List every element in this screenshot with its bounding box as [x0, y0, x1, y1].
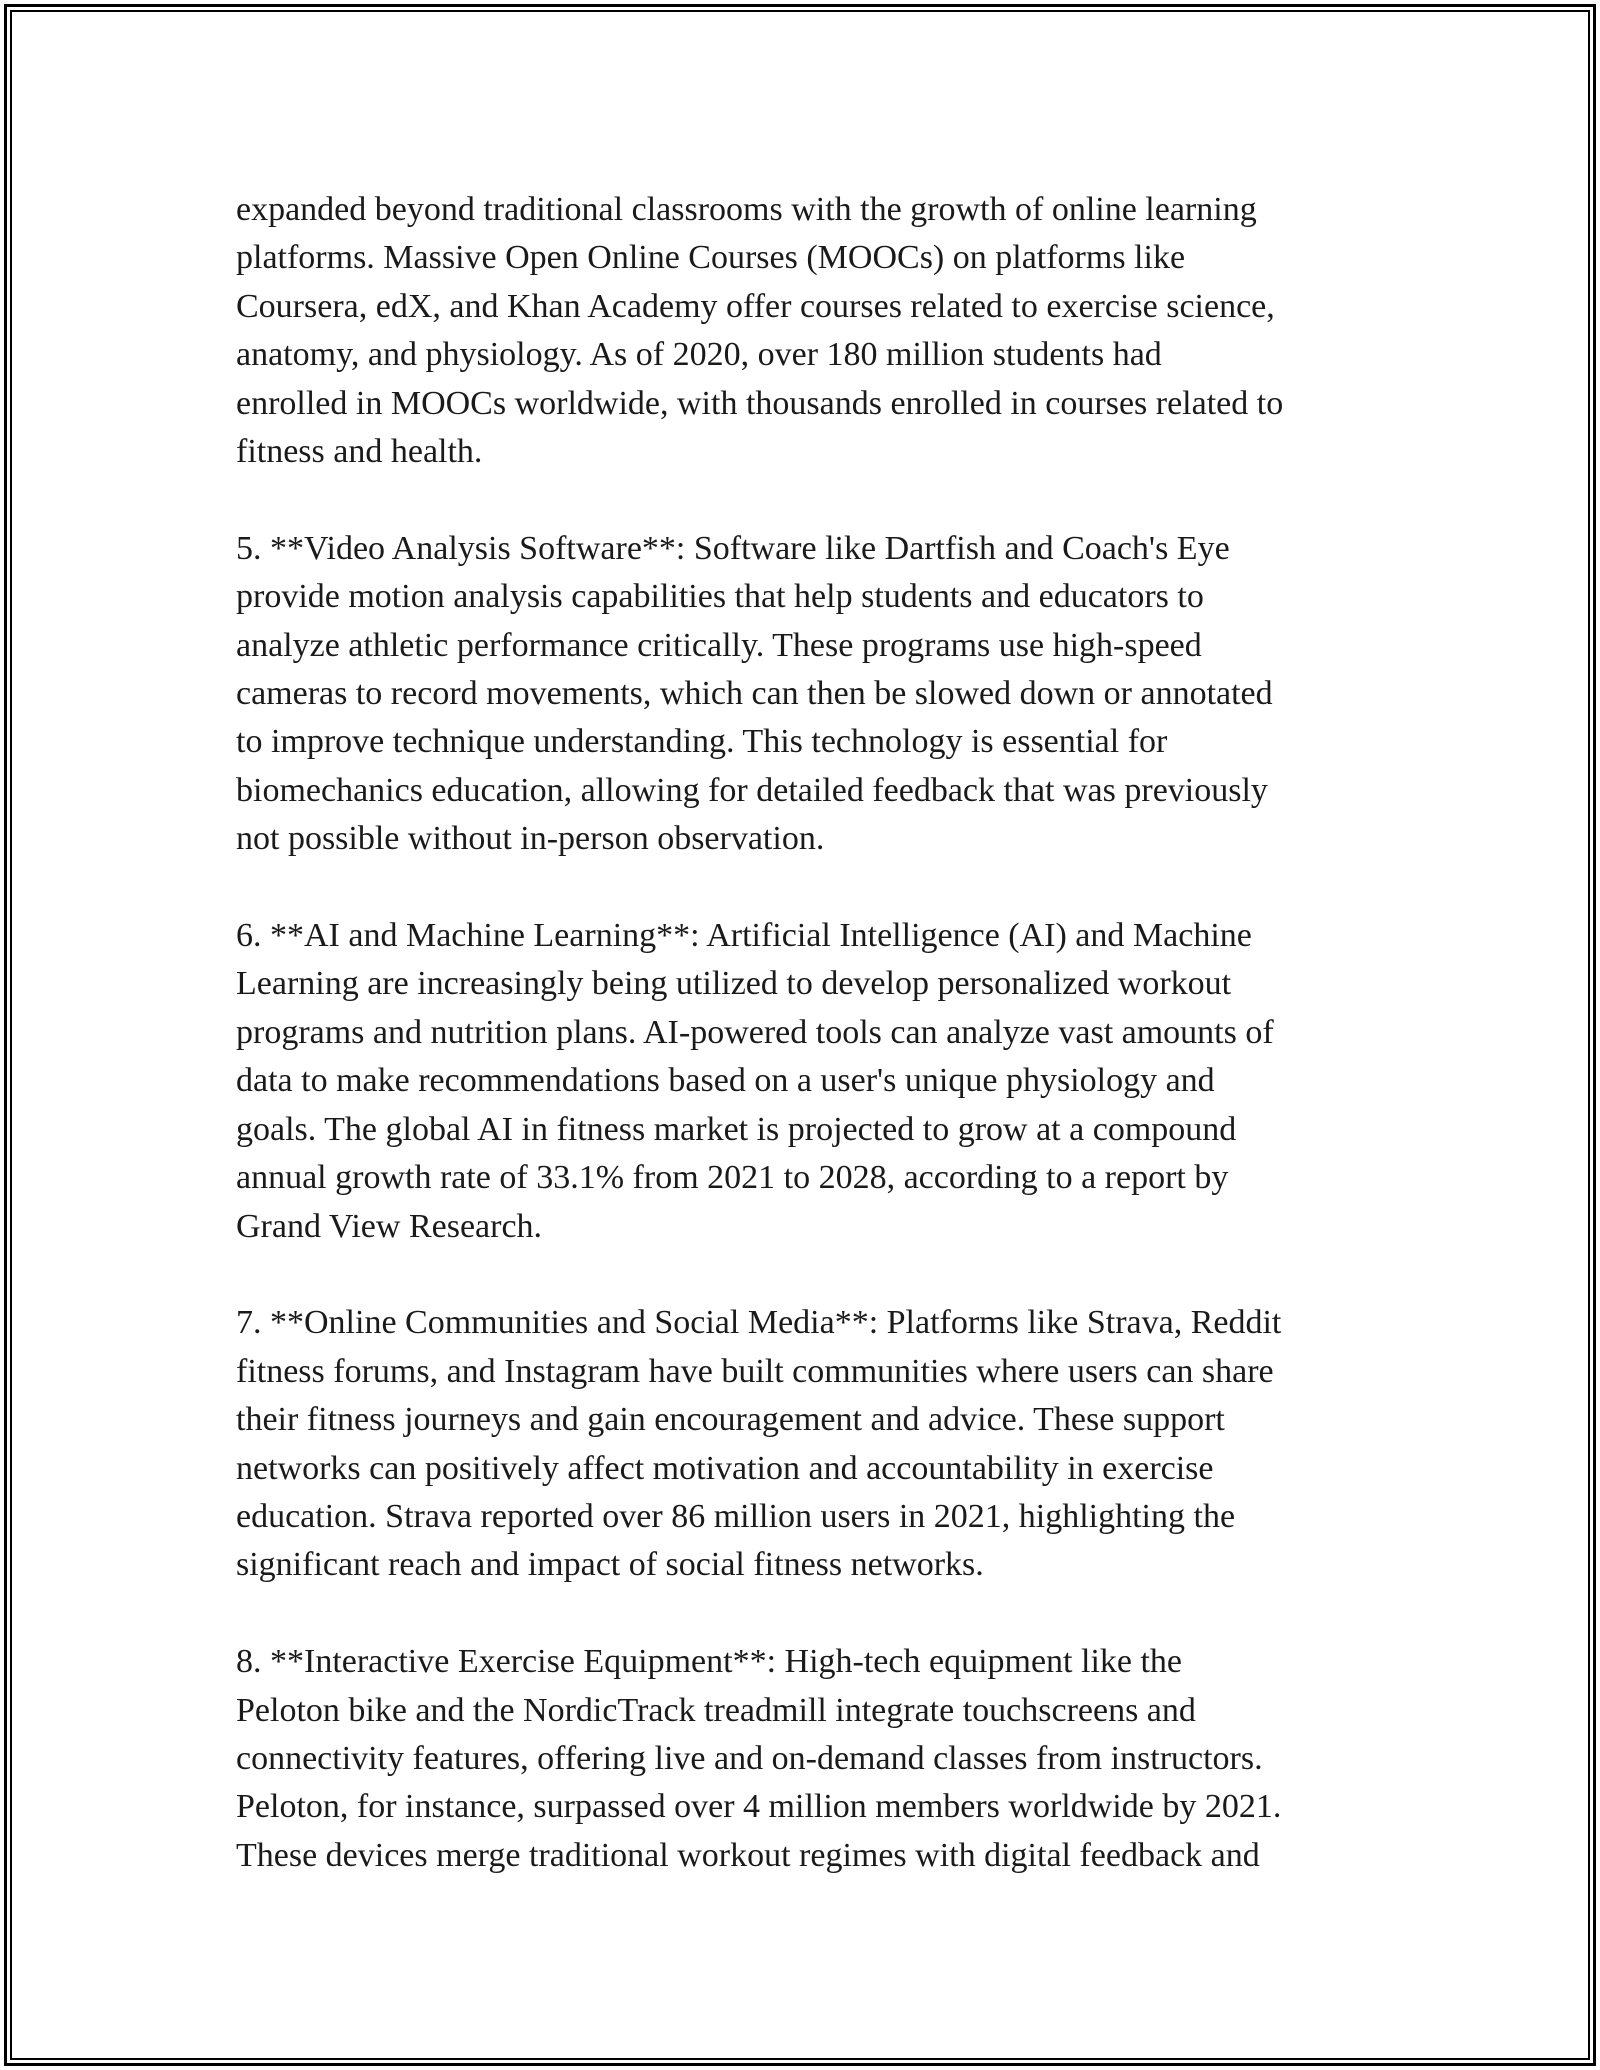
- text-line: 7. **Online Communities and Social Media**: Platforms like Strava, Reddit: [236, 1304, 1282, 1342]
- document-body: [236, 186, 1436, 1929]
- text-line: biomechanics education, allowing for detailed feedback that was previously: [236, 771, 1268, 809]
- text-line: annual growth rate of 33.1% from 2021 to 2028, according to a report by: [236, 1159, 1229, 1197]
- text-line: Learning are increasingly being utilized to develop personalized workout: [236, 965, 1232, 1003]
- text-line: 5. **Video Analysis Software**: Software like Dartfish and Coach's Eye: [236, 529, 1230, 567]
- text-line: to improve technique understanding. This technology is essential for: [236, 723, 1168, 761]
- text-line: their fitness journeys and gain encouragement and advice. These support: [236, 1401, 1225, 1439]
- text-line: Grand View Research.: [236, 1207, 543, 1245]
- text-line: provide motion analysis capabilities that help students and educators to: [236, 578, 1204, 616]
- paragraph-item-5: [236, 525, 1436, 864]
- text-line: These devices merge traditional workout regimes with digital feedback and: [236, 1836, 1260, 1874]
- text-line: 6. **AI and Machine Learning**: Artificial Intelligence (AI) and Machine: [236, 917, 1252, 955]
- paragraph-item-6: [236, 912, 1436, 1251]
- text-line: connectivity features, offering live and on-demand classes from instructors.: [236, 1739, 1263, 1777]
- paragraph-item-8: [236, 1638, 1436, 1880]
- text-line: goals. The global AI in fitness market is projected to grow at a compound: [236, 1110, 1237, 1148]
- text-line: 8. **Interactive Exercise Equipment**: High-tech equipment like the: [236, 1643, 1183, 1681]
- paragraph-item-7: [236, 1299, 1436, 1589]
- text-line: Coursera, edX, and Khan Academy offer courses related to exercise science,: [236, 287, 1275, 325]
- text-line: cameras to record movements, which can then be slowed down or annotated: [236, 675, 1273, 713]
- text-line: enrolled in MOOCs worldwide, with thousands enrolled in courses related to: [236, 384, 1284, 422]
- text-line: education. Strava reported over 86 million users in 2021, highlighting the: [236, 1497, 1236, 1535]
- text-line: expanded beyond traditional classrooms with the growth of online learning: [236, 191, 1257, 228]
- text-line: data to make recommendations based on a user's unique physiology and: [236, 1062, 1215, 1100]
- text-line: analyze athletic performance critically. These programs use high-speed: [236, 626, 1202, 664]
- text-line: anatomy, and physiology. As of 2020, over 180 million students had: [236, 336, 1162, 374]
- text-line: platforms. Massive Open Online Courses (MOOCs) on platforms like: [236, 239, 1186, 277]
- text-line: programs and nutrition plans. AI-powered tools can analyze vast amounts of: [236, 1013, 1274, 1051]
- text-line: fitness and health.: [236, 433, 483, 471]
- text-line: Peloton bike and the NordicTrack treadmill integrate touchscreens and: [236, 1691, 1196, 1729]
- text-line: Peloton, for instance, surpassed over 4 million members worldwide by 2021.: [236, 1788, 1282, 1826]
- text-line: networks can positively affect motivation and accountability in exercise: [236, 1449, 1214, 1487]
- text-line: fitness forums, and Instagram have built communities where users can share: [236, 1352, 1274, 1390]
- paragraph-continuation: [236, 186, 1436, 476]
- text-line: significant reach and impact of social fitness networks.: [236, 1546, 984, 1584]
- text-line: not possible without in-person observation.: [236, 820, 825, 858]
